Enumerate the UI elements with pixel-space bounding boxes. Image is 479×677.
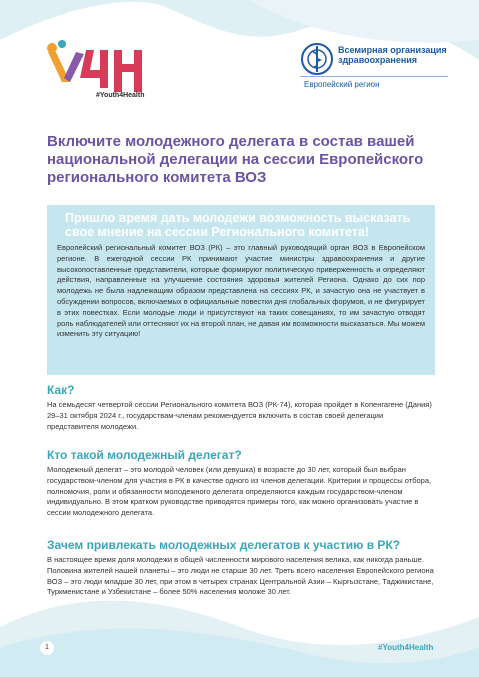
section-who-text: Молодежный делегат – это молодой человек (или девушка) в возрасте до 30 лет, который был выбран государством-членом для участия в РК в качестве одного из членов делегации. Критерии и процессы отбора, полномочия, роли и обязанности молодежного делегата определяются каждым государством-членом индивидуально. В этом кратком руководстве приводятся примеры того, как можно организовать участие в сессии молодежного делегата. xyxy=(47,465,432,518)
who-name: Всемирная организация здравоохранения xyxy=(338,45,447,65)
who-emblem-icon xyxy=(300,42,334,76)
section-how-text: На семьдесят четвертой сессии Регионального комитета ВОЗ (РК-74), которая пройдет в Копенгагене (Дания) 29–31 октября 2024 г., государствам-членам рекомендуется включить в состав своей делегации представителя молодежи. xyxy=(47,400,432,431)
section-how-heading: Как? xyxy=(47,383,75,397)
section-who-heading: Кто такой молодежный делегат? xyxy=(47,448,242,462)
section-who xyxy=(47,448,437,519)
who-logo xyxy=(300,42,450,92)
section-how xyxy=(47,383,437,432)
header xyxy=(0,0,479,120)
section-why xyxy=(47,538,437,598)
page-title: Включите молодежного делегата в состав вашей национальной делегации на сессии Европейского регионального комитета ВОЗ xyxy=(47,133,424,186)
who-region: Европейский регион xyxy=(304,80,380,89)
footer-hashtag: #Youth4Health xyxy=(378,643,434,652)
highlight-box xyxy=(47,205,435,375)
who-divider xyxy=(300,76,448,77)
page-number: 1 xyxy=(40,641,54,655)
highlight-title: Пришло время дать молодежи возможность высказать свое мнение на сессии Регионального комитета! xyxy=(65,211,411,239)
youth4health-hashtag: #Youth4Health xyxy=(96,92,145,99)
highlight-text: Европейский региональный комитет ВОЗ (РК) – это главный руководящий орган ВОЗ в Европейском регионе. В ежегодной сессии РК принимают участие министры здравоохранения и другие высокопоставленные представители, которые формируют политическую приверженность и определяют действия, направленные на улучшение состояния здоровья жителей Региона. Однако до сих пор молодежь не была надлежащим образом представлена на сессиях РК, и зачастую она не участвует в обсуждении вопросов, включаемых в официальные повестки дня глобальных форумов, и не фигурирует в этих повестках. Если молодые люди и присутствуют на таких совещаниях, то им зачастую отводят роль наблюдателей или оттесняют их на второй план, не давая им возможности высказаться. Мы можем изменить эту ситуацию! xyxy=(57,243,425,339)
section-why-heading: Зачем привлекать молодежных делегатов к участию в РК? xyxy=(47,538,401,552)
section-why-text: В настоящее время доля молодежи в общей численности мирового населения велика, как никогда раньше. Половина жителей нашей планеты – это люди не старше 30 лет. Треть всего населения Европейского региона ВОЗ – это люди младше 30 лет, при этом в четырех странах Центральной Азии – Кыргызстане, Таджикистане, Туркменистане и Узбекистане – более 50% населения моложе 30 лет. xyxy=(47,555,434,597)
